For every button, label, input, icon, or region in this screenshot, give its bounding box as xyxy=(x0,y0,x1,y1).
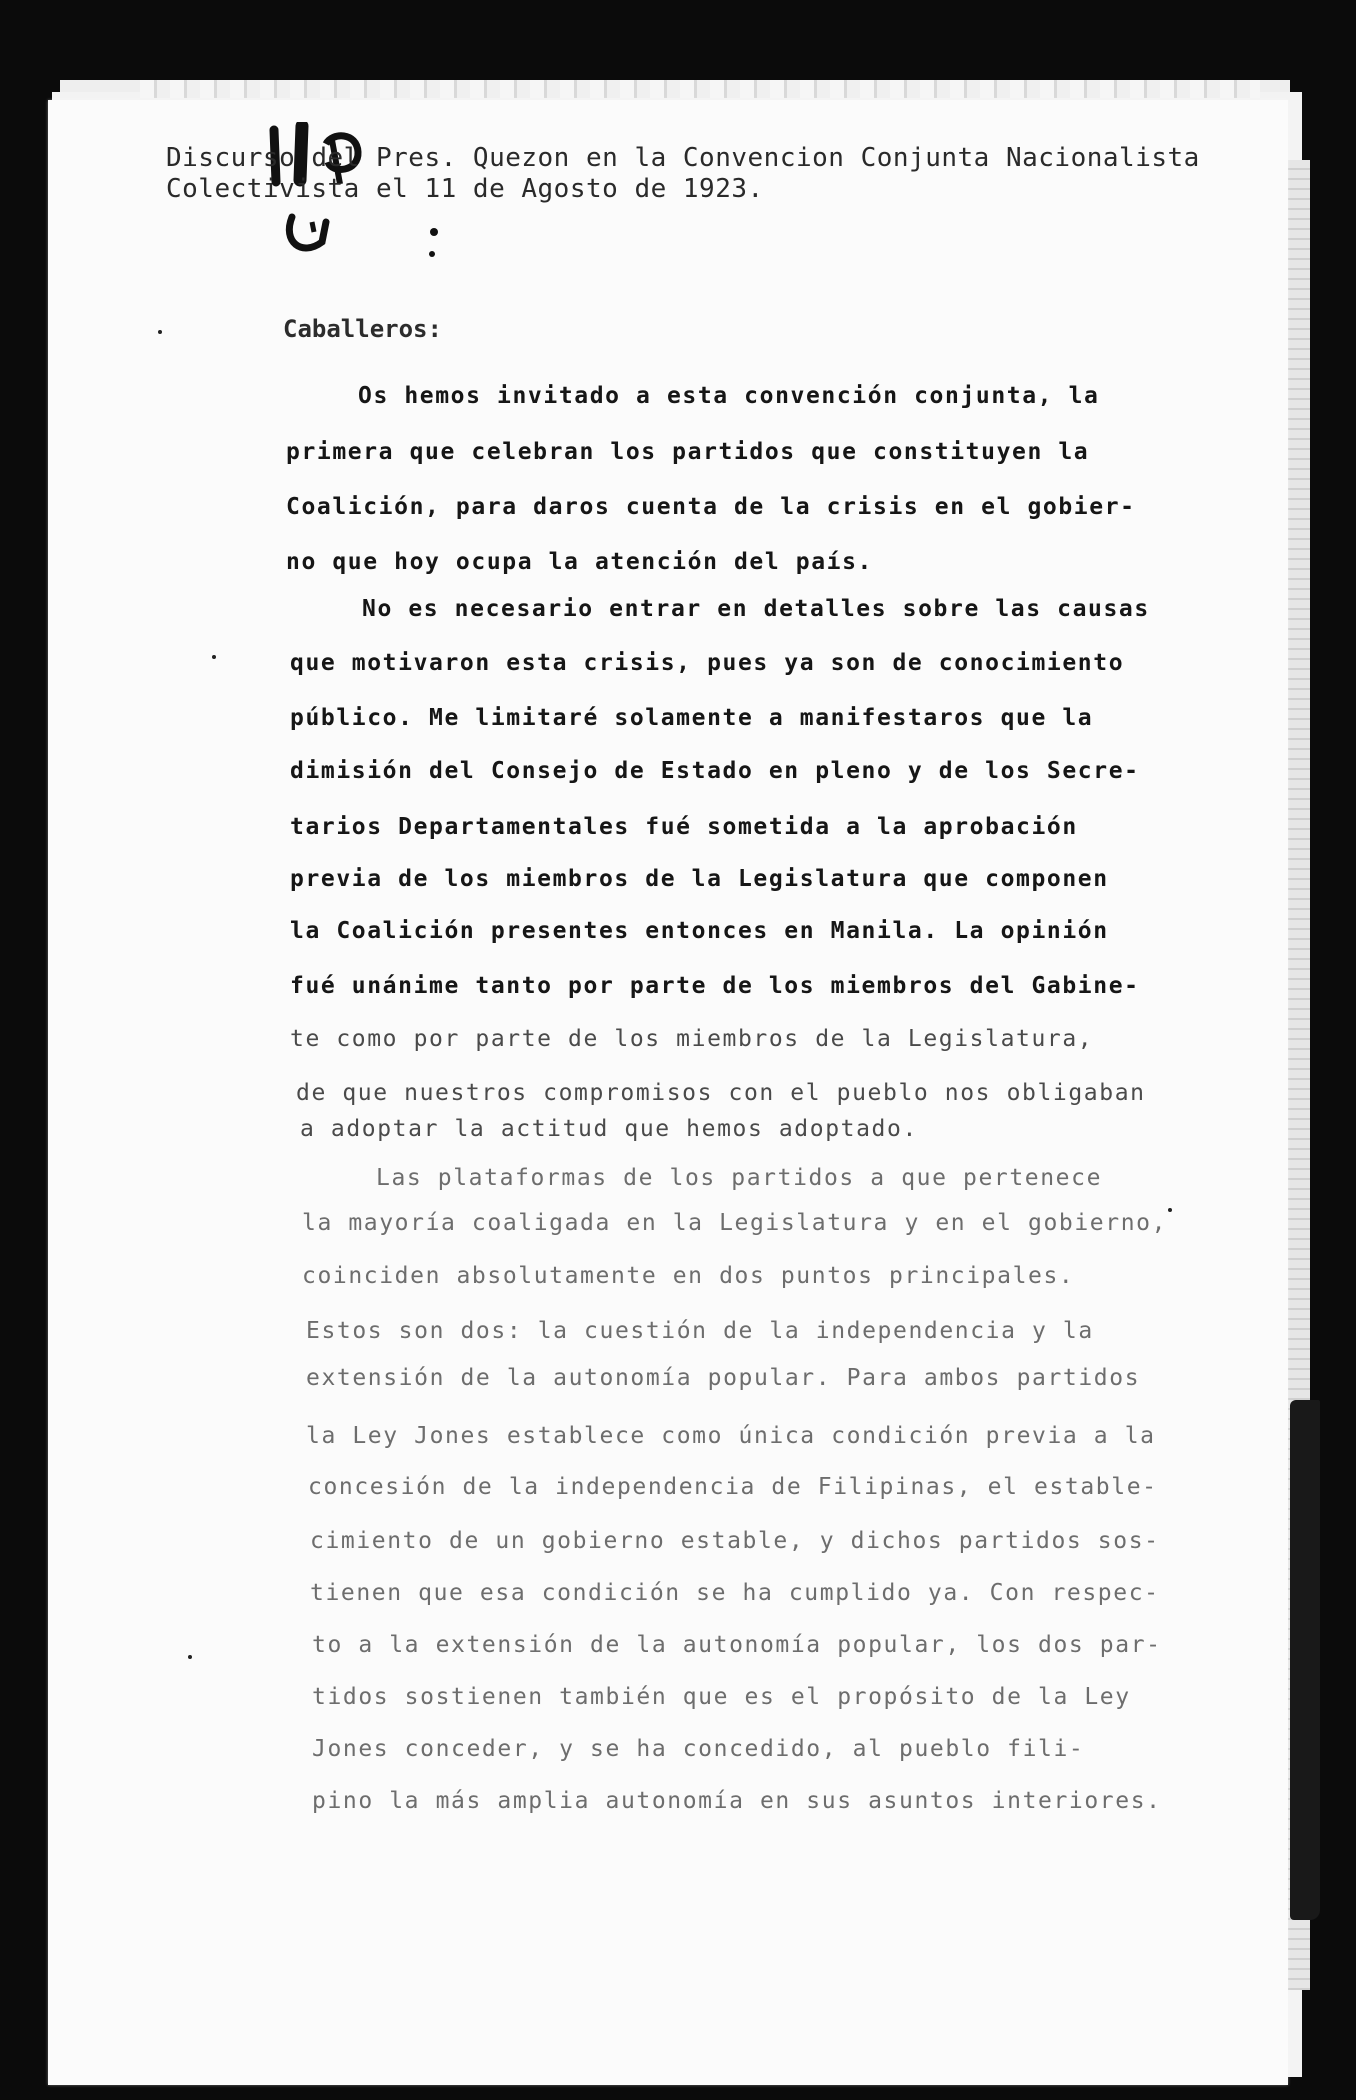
text-line: fué unánime tanto por parte de los miembros del Gabine- xyxy=(290,973,1140,999)
text-line: tienen que esa condición se ha cumplido ya. Con respec- xyxy=(310,1580,1160,1606)
text-line: la mayoría coaligada en la Legislatura y en el gobierno, xyxy=(302,1210,1168,1236)
text-line: público. Me limitaré solamente a manifestaros que la xyxy=(290,705,1094,731)
text-line: la Ley Jones establece como única condición previa a la xyxy=(306,1423,1156,1449)
scan-speck xyxy=(188,1655,192,1659)
text-line: coinciden absolutamente en dos puntos principales. xyxy=(302,1263,1075,1289)
text-line: No es necesario entrar en detalles sobre las causas xyxy=(362,596,1150,622)
text-line: extensión de la autonomía popular. Para ambos partidos xyxy=(306,1365,1141,1391)
text-line: Estos son dos: la cuestión de la independencia y la xyxy=(306,1318,1094,1344)
text-line: tidos sostienen también que es el propósito de la Ley xyxy=(312,1684,1131,1710)
scan-speck xyxy=(158,330,162,334)
scan-speck xyxy=(212,655,216,659)
scan-speck xyxy=(1168,1208,1172,1212)
text-line: Os hemos invitado a esta convención conjunta, la xyxy=(358,383,1100,409)
text-line: to a la extensión de la autonomía popular, los dos par- xyxy=(312,1632,1162,1658)
header-line-2: Colectivista el 11 de Agosto de 1923. xyxy=(166,174,764,204)
text-line: dimisión del Consejo de Estado en pleno y de los Secre- xyxy=(290,758,1140,784)
header-line-1: Discurso del Pres. Quezon en la Convencion Conjunta Nacionalista xyxy=(166,143,1200,173)
text-line: no que hoy ocupa la atención del país. xyxy=(286,549,873,575)
text-line: pino la más amplia autonomía en sus asuntos interiores. xyxy=(312,1788,1162,1814)
text-line: de que nuestros compromisos con el pueblo nos obligaban xyxy=(296,1080,1146,1106)
text-line: la Coalición presentes entonces en Manila. La opinión xyxy=(290,918,1109,944)
text-line: tarios Departamentales fué sometida a la aprobación xyxy=(290,814,1078,840)
text-line: concesión de la independencia de Filipinas, el estable- xyxy=(308,1474,1158,1500)
text-line: primera que celebran los partidos que constituyen la xyxy=(286,439,1090,465)
text-line: te como por parte de los miembros de la Legislatura, xyxy=(290,1026,1094,1052)
text-line: a adoptar la actitud que hemos adoptado. xyxy=(300,1116,918,1142)
text-line: que motivaron esta crisis, pues ya son de conocimiento xyxy=(290,650,1125,676)
text-line: previa de los miembros de la Legislatura que componen xyxy=(290,866,1109,892)
text-line: cimiento de un gobierno estable, y dichos partidos sos- xyxy=(310,1528,1160,1554)
salutation: Caballeros: xyxy=(283,315,442,343)
text-line: Las plataformas de los partidos a que pertenece xyxy=(376,1165,1103,1191)
text-line: Jones conceder, y se ha concedido, al pueblo fili- xyxy=(312,1736,1085,1762)
text-line: Coalición, para daros cuenta de la crisis en el gobier- xyxy=(286,494,1136,520)
